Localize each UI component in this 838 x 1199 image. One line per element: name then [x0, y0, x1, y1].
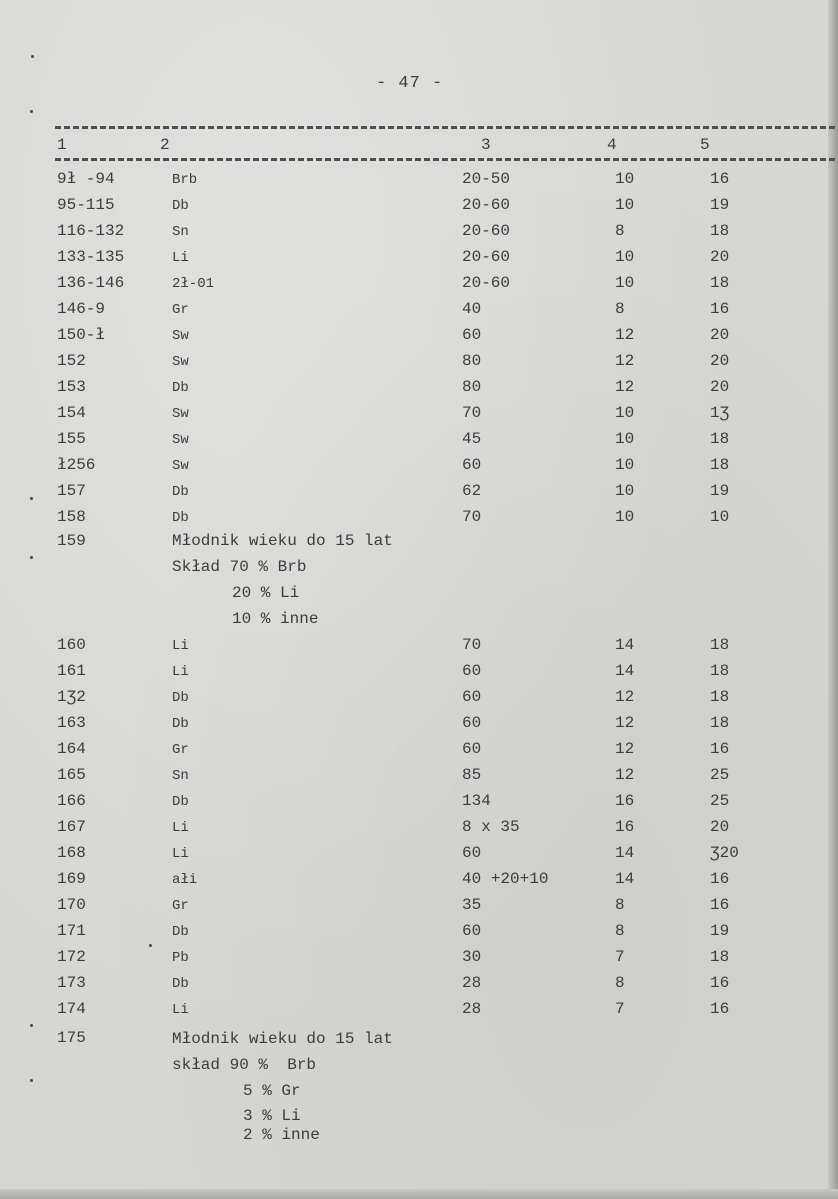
table-row [0, 974, 838, 1000]
species-code: Sn [172, 768, 189, 784]
row-number: 165 [57, 766, 86, 784]
row-number: 116-132 [57, 222, 125, 240]
row-number: 150-ł [57, 326, 106, 344]
value-col5: 16 [710, 1000, 730, 1018]
row-number: 160 [57, 636, 86, 654]
row-number: 136-146 [57, 274, 125, 292]
note-line: skład 90 % Brb [172, 1056, 317, 1074]
species-code: Li [172, 250, 189, 266]
note-line: 5 % Gr [243, 1082, 301, 1100]
row-number: 95-115 [57, 196, 115, 214]
row-number: 164 [57, 740, 86, 758]
species-code: Sw [172, 406, 189, 422]
speck-mark [30, 110, 33, 113]
value-col4: 10 [615, 170, 635, 188]
species-code: Db [172, 484, 189, 500]
column-header-3: 3 [481, 136, 491, 154]
value-col5: Ʒ20 [710, 844, 739, 862]
row-number: ł256 [57, 456, 96, 474]
value-col5: 18 [710, 948, 730, 966]
value-col3: 60 [462, 740, 482, 758]
species-code: Gr [172, 898, 189, 914]
note-line: 10 % inne [232, 610, 319, 628]
value-col5: 20 [710, 378, 730, 396]
table-row [0, 818, 838, 844]
value-col4: 10 [615, 404, 635, 422]
value-col4: 14 [615, 870, 635, 888]
value-col3: 85 [462, 766, 482, 784]
table-row [0, 792, 838, 818]
value-col5: 16 [710, 300, 730, 318]
value-col5: 18 [710, 222, 730, 240]
value-col5: 1Ʒ [710, 404, 730, 422]
note-line: 2 % inne [243, 1126, 320, 1144]
table-row [0, 222, 838, 248]
value-col3: 35 [462, 896, 482, 914]
species-code: Sn [172, 224, 189, 240]
species-code: Li [172, 664, 189, 680]
value-col4: 8 [615, 222, 625, 240]
species-code: Gr [172, 302, 189, 318]
note-line: Skład 70 % Brb [172, 558, 307, 576]
species-code: Db [172, 510, 189, 526]
value-col4: 12 [615, 378, 635, 396]
column-header-2: 2 [160, 136, 170, 154]
species-code: Pb [172, 950, 189, 966]
header-top-rule [55, 126, 835, 129]
species-code: Brb [172, 172, 198, 188]
value-col5: 25 [710, 792, 730, 810]
table-row [0, 1000, 838, 1026]
row-number: 158 [57, 508, 86, 526]
value-col5: 18 [710, 714, 730, 732]
value-col5: 16 [710, 896, 730, 914]
value-col4: 12 [615, 740, 635, 758]
species-code: 2ł-01 [172, 276, 215, 292]
row-number: 1Ʒ2 [57, 688, 86, 706]
value-col4: 12 [615, 352, 635, 370]
speck-mark [30, 1079, 33, 1082]
table-row [0, 870, 838, 896]
note-line: 3 % Li [243, 1107, 301, 1125]
table-row [0, 508, 838, 534]
row-number: 170 [57, 896, 86, 914]
species-code: Sw [172, 458, 189, 474]
table-row [0, 248, 838, 274]
value-col4: 12 [615, 766, 635, 784]
species-code: Db [172, 198, 189, 214]
value-col5: 25 [710, 766, 730, 784]
value-col3: 60 [462, 326, 482, 344]
value-col3: 20-50 [462, 170, 511, 188]
row-number: 152 [57, 352, 86, 370]
row-number: 171 [57, 922, 86, 940]
value-col4: 10 [615, 274, 635, 292]
row-number: 9ł -94 [57, 170, 115, 188]
value-col5: 20 [710, 352, 730, 370]
note-line: 20 % Li [232, 584, 300, 602]
table-row [0, 896, 838, 922]
value-col4: 16 [615, 792, 635, 810]
table-row [0, 430, 838, 456]
value-col5: 16 [710, 974, 730, 992]
value-col3: 28 [462, 1000, 482, 1018]
column-header-4: 4 [607, 136, 617, 154]
note-line: Młodnik wieku do 15 lat [172, 1030, 393, 1048]
table-row [0, 170, 838, 196]
value-col5: 18 [710, 688, 730, 706]
row-number: 161 [57, 662, 86, 680]
value-col3: 62 [462, 482, 482, 500]
value-col4: 14 [615, 662, 635, 680]
table-row [0, 300, 838, 326]
species-code: Sw [172, 432, 189, 448]
species-code: Db [172, 976, 189, 992]
value-col3: 70 [462, 636, 482, 654]
value-col5: 20 [710, 248, 730, 266]
table-row [0, 740, 838, 766]
value-col4: 14 [615, 844, 635, 862]
species-code: Gr [172, 742, 189, 758]
species-code: Sw [172, 354, 189, 370]
table-row [0, 482, 838, 508]
value-col4: 8 [615, 896, 625, 914]
value-col3: 20-60 [462, 274, 511, 292]
table-row [0, 844, 838, 870]
table-row [0, 196, 838, 222]
species-code: Db [172, 380, 189, 396]
row-number: 168 [57, 844, 86, 862]
value-col5: 18 [710, 430, 730, 448]
value-col5: 16 [710, 870, 730, 888]
species-code: Db [172, 690, 189, 706]
value-col5: 10 [710, 508, 730, 526]
note-number: 159 [57, 532, 86, 550]
row-number: 172 [57, 948, 86, 966]
table-row [0, 636, 838, 662]
value-col4: 10 [615, 482, 635, 500]
value-col4: 12 [615, 714, 635, 732]
row-number: 167 [57, 818, 86, 836]
value-col3: 80 [462, 352, 482, 370]
value-col5: 18 [710, 456, 730, 474]
row-number: 146-9 [57, 300, 106, 318]
value-col5: 19 [710, 482, 730, 500]
value-col3: 60 [462, 844, 482, 862]
value-col5: 16 [710, 740, 730, 758]
table-row [0, 404, 838, 430]
table-row [0, 326, 838, 352]
speck-mark [30, 556, 33, 559]
value-col4: 10 [615, 508, 635, 526]
table-row [0, 688, 838, 714]
column-header-1: 1 [57, 136, 67, 154]
value-col3: 40 [462, 300, 482, 318]
value-col4: 7 [615, 1000, 625, 1018]
value-col3: 40 +20+10 [462, 870, 549, 888]
header-bottom-rule [55, 158, 835, 161]
value-col4: 12 [615, 688, 635, 706]
species-code: Li [172, 1002, 189, 1018]
value-col4: 10 [615, 196, 635, 214]
row-number: 133-135 [57, 248, 125, 266]
row-number: 174 [57, 1000, 86, 1018]
table-row [0, 456, 838, 482]
species-code: Li [172, 846, 189, 862]
table-row [0, 766, 838, 792]
value-col3: 60 [462, 922, 482, 940]
table-row [0, 714, 838, 740]
value-col5: 18 [710, 274, 730, 292]
value-col3: 45 [462, 430, 482, 448]
value-col4: 14 [615, 636, 635, 654]
table-row [0, 662, 838, 688]
species-code: Li [172, 638, 189, 654]
value-col4: 10 [615, 456, 635, 474]
table-row [0, 948, 838, 974]
row-number: 163 [57, 714, 86, 732]
row-number: 157 [57, 482, 86, 500]
value-col4: 10 [615, 248, 635, 266]
value-col3: 134 [462, 792, 491, 810]
speck-mark [31, 55, 34, 58]
species-code: Db [172, 924, 189, 940]
species-code: Db [172, 716, 189, 732]
value-col3: 8 x 35 [462, 818, 520, 836]
value-col4: 8 [615, 974, 625, 992]
value-col3: 60 [462, 456, 482, 474]
value-col3: 20-60 [462, 248, 511, 266]
species-code: Sw [172, 328, 189, 344]
value-col5: 18 [710, 662, 730, 680]
value-col3: 28 [462, 974, 482, 992]
row-number: 169 [57, 870, 86, 888]
species-code: Db [172, 794, 189, 810]
value-col4: 8 [615, 922, 625, 940]
value-col3: 60 [462, 662, 482, 680]
value-col3: 20-60 [462, 222, 511, 240]
note-line: Młodnik wieku do 15 lat [172, 532, 393, 550]
row-number: 155 [57, 430, 86, 448]
value-col4: 7 [615, 948, 625, 966]
table-row [0, 922, 838, 948]
row-number: 154 [57, 404, 86, 422]
value-col5: 20 [710, 326, 730, 344]
row-number: 153 [57, 378, 86, 396]
species-code: Li [172, 820, 189, 836]
value-col3: 60 [462, 688, 482, 706]
value-col5: 18 [710, 636, 730, 654]
column-header-5: 5 [700, 136, 710, 154]
value-col4: 10 [615, 430, 635, 448]
value-col3: 70 [462, 404, 482, 422]
species-code: ałi [172, 872, 198, 888]
page-edge-bottom [0, 1189, 838, 1199]
value-col5: 20 [710, 818, 730, 836]
note-number: 175 [57, 1029, 86, 1047]
value-col4: 12 [615, 326, 635, 344]
value-col3: 70 [462, 508, 482, 526]
value-col4: 16 [615, 818, 635, 836]
table-row [0, 352, 838, 378]
row-number: 166 [57, 792, 86, 810]
value-col3: 30 [462, 948, 482, 966]
value-col5: 19 [710, 922, 730, 940]
value-col3: 80 [462, 378, 482, 396]
table-row [0, 378, 838, 404]
value-col3: 20-60 [462, 196, 511, 214]
value-col5: 16 [710, 170, 730, 188]
table-row [0, 274, 838, 300]
value-col4: 8 [615, 300, 625, 318]
value-col3: 60 [462, 714, 482, 732]
page-number: - 47 - [376, 74, 444, 93]
value-col5: 19 [710, 196, 730, 214]
row-number: 173 [57, 974, 86, 992]
